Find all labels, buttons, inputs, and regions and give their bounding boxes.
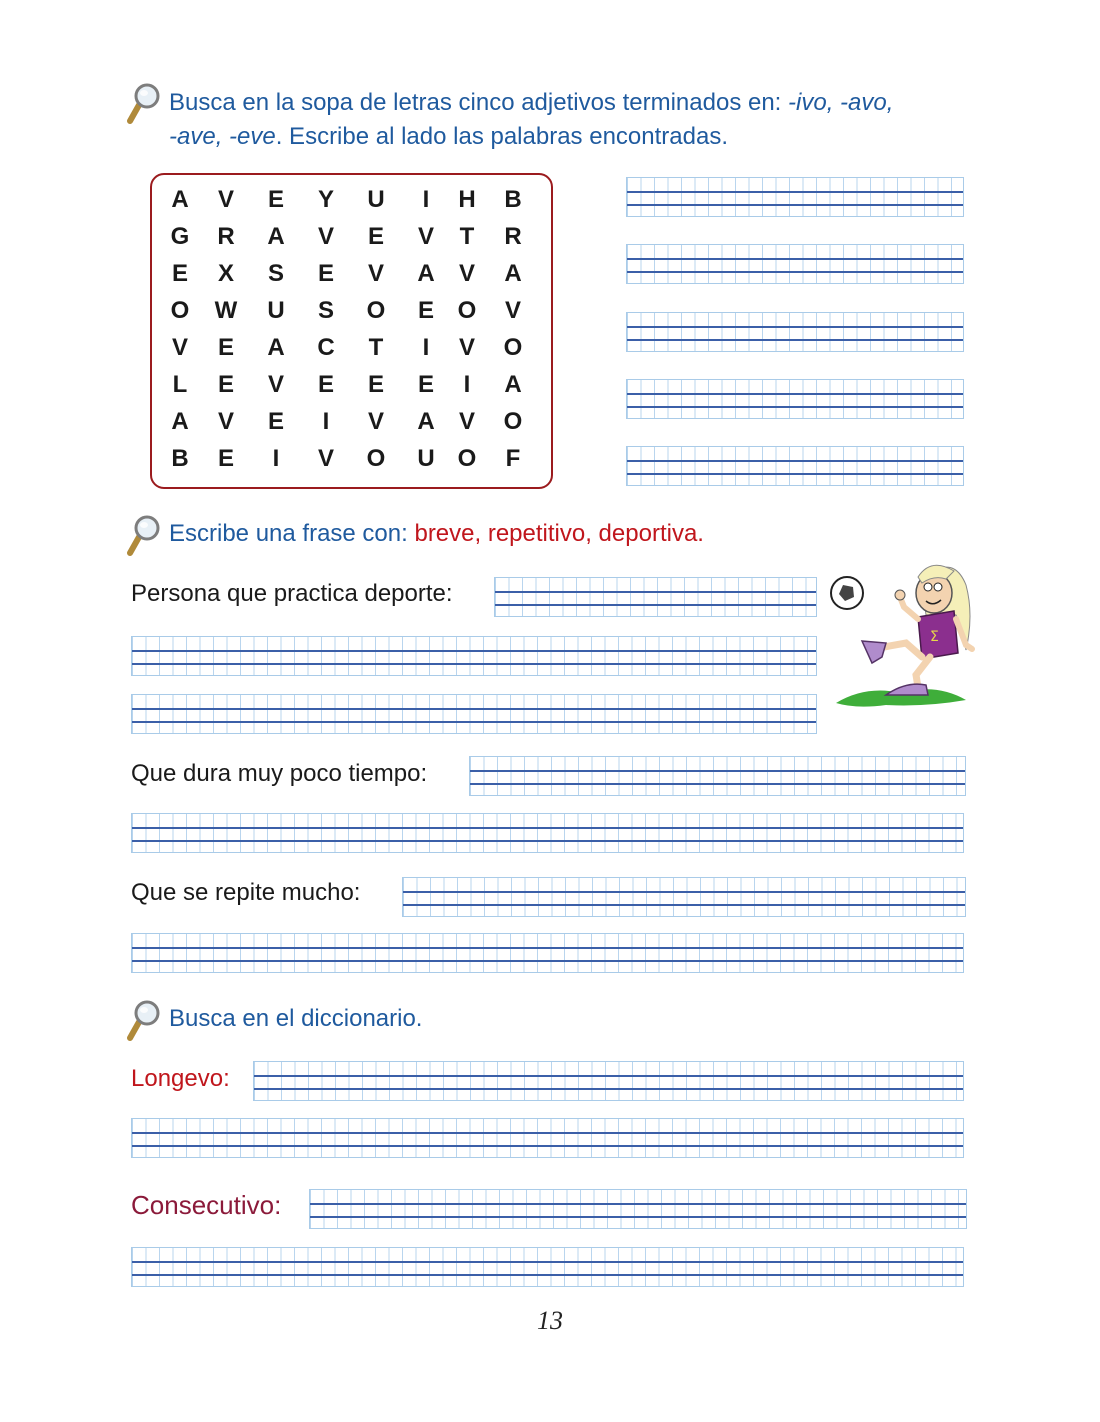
word-search-letter[interactable]: Y bbox=[317, 186, 334, 213]
instruction-text: . Escribe al lado las palabras encontradas. bbox=[275, 123, 728, 150]
word-search-letter[interactable]: O bbox=[366, 297, 386, 324]
word-search-letter[interactable]: X bbox=[217, 260, 234, 287]
writing-line[interactable] bbox=[131, 813, 964, 853]
word-search-letter[interactable]: T bbox=[459, 223, 475, 250]
word-search-letter[interactable]: U bbox=[267, 297, 285, 324]
writing-line[interactable] bbox=[494, 577, 817, 617]
suffixes-text: -ivo, -avo, bbox=[788, 89, 894, 116]
word-search-letter[interactable]: V bbox=[217, 186, 234, 213]
writing-line[interactable] bbox=[469, 756, 966, 796]
writing-line[interactable] bbox=[131, 694, 817, 734]
word-search-letter[interactable]: U bbox=[417, 445, 435, 472]
section1-instructions bbox=[169, 86, 989, 154]
word-search-letter[interactable]: V bbox=[217, 408, 234, 435]
suffixes-text: -ave, -eve bbox=[169, 123, 276, 150]
word-search-letter[interactable]: E bbox=[267, 186, 284, 213]
word-search-letter[interactable]: O bbox=[457, 297, 477, 324]
answer-writing-line[interactable] bbox=[626, 244, 964, 284]
word-search-letter[interactable]: W bbox=[214, 297, 238, 324]
answer-writing-line[interactable] bbox=[626, 379, 964, 419]
word-search-letter[interactable]: U bbox=[367, 186, 385, 213]
word-search-letter[interactable]: A bbox=[171, 186, 189, 213]
word-search-letter[interactable]: R bbox=[504, 223, 522, 250]
section3-title: Busca en el diccionario. bbox=[169, 1005, 423, 1032]
word-search-letter[interactable]: A bbox=[504, 371, 522, 398]
word-search-letter[interactable]: V bbox=[267, 371, 284, 398]
answer-writing-line[interactable] bbox=[626, 446, 964, 486]
target-words: breve, repetitivo, deportiva. bbox=[414, 520, 704, 547]
instruction-text: Busca en la sopa de letras cinco adjetivos terminados en: bbox=[169, 89, 789, 116]
word-search-letter[interactable]: E bbox=[367, 223, 384, 250]
writing-line[interactable] bbox=[131, 933, 964, 973]
word-search-letter[interactable]: O bbox=[366, 445, 386, 472]
term-label: Longevo: bbox=[131, 1065, 230, 1092]
word-search-letter[interactable]: V bbox=[458, 334, 475, 361]
answer-writing-line[interactable] bbox=[626, 177, 964, 217]
prompt-label: Persona que practica deporte: bbox=[131, 580, 453, 607]
magnifier-icon bbox=[127, 83, 161, 125]
word-search-letter[interactable]: T bbox=[368, 334, 384, 361]
magnifier-icon bbox=[127, 515, 161, 557]
word-search-letter[interactable]: R bbox=[217, 223, 235, 250]
page-number: 13 bbox=[537, 1306, 563, 1335]
word-search-letter[interactable]: E bbox=[367, 371, 384, 398]
prompt-label: Que dura muy poco tiempo: bbox=[131, 760, 428, 787]
word-search-letter[interactable]: C bbox=[317, 334, 335, 361]
word-search-letter[interactable]: O bbox=[503, 334, 523, 361]
word-search-letter[interactable]: O bbox=[170, 297, 190, 324]
term-label: Consecutivo: bbox=[131, 1190, 282, 1220]
word-search-letter[interactable]: S bbox=[267, 260, 284, 287]
magnifier-icon bbox=[127, 1000, 161, 1042]
word-search-letter[interactable]: F bbox=[505, 445, 521, 472]
word-search-letter[interactable]: V bbox=[367, 260, 384, 287]
writing-line[interactable] bbox=[253, 1061, 964, 1101]
word-search-letter[interactable]: B bbox=[171, 445, 189, 472]
word-search-letter[interactable]: I bbox=[272, 445, 280, 472]
word-search-letter[interactable]: E bbox=[317, 260, 334, 287]
word-search-letter[interactable]: I bbox=[422, 186, 430, 213]
word-search-letter[interactable]: A bbox=[417, 260, 435, 287]
word-search-letter[interactable]: V bbox=[504, 297, 521, 324]
word-search-letter[interactable]: L bbox=[172, 371, 188, 398]
word-search-letter[interactable]: A bbox=[267, 334, 285, 361]
word-search-letter[interactable]: I bbox=[422, 334, 430, 361]
answer-writing-line[interactable] bbox=[626, 312, 964, 352]
word-search-letter[interactable]: S bbox=[317, 297, 334, 324]
word-search-letter[interactable]: E bbox=[317, 371, 334, 398]
word-search-letter[interactable]: E bbox=[217, 445, 234, 472]
word-search-letter[interactable]: I bbox=[463, 371, 471, 398]
word-search-letter[interactable]: E bbox=[417, 371, 434, 398]
writing-line[interactable] bbox=[402, 877, 966, 917]
word-search-letter[interactable]: A bbox=[171, 408, 189, 435]
word-search-letter[interactable]: H bbox=[458, 186, 476, 213]
word-search-letter[interactable]: I bbox=[322, 408, 330, 435]
writing-line[interactable] bbox=[131, 1247, 964, 1287]
word-search-letter[interactable]: B bbox=[504, 186, 522, 213]
word-search-letter[interactable]: V bbox=[458, 408, 475, 435]
word-search-letter[interactable]: V bbox=[171, 334, 188, 361]
prompt-label: Que se repite mucho: bbox=[131, 879, 361, 906]
word-search-letter[interactable]: E bbox=[217, 334, 234, 361]
word-search-letter[interactable]: V bbox=[458, 260, 475, 287]
word-search-letter[interactable]: A bbox=[417, 408, 435, 435]
word-search-letter[interactable]: E bbox=[217, 371, 234, 398]
writing-line[interactable] bbox=[309, 1189, 967, 1229]
soccer-girl-illustration bbox=[826, 545, 976, 715]
word-search-letter[interactable]: A bbox=[267, 223, 285, 250]
word-search-letter[interactable]: E bbox=[417, 297, 434, 324]
section2-instructions bbox=[169, 517, 704, 551]
word-search-letter[interactable]: O bbox=[503, 408, 523, 435]
word-search-grid bbox=[150, 173, 553, 489]
word-search-letter[interactable]: V bbox=[417, 223, 434, 250]
word-search-letter[interactable]: A bbox=[504, 260, 522, 287]
word-search-letter[interactable]: G bbox=[170, 223, 190, 250]
writing-line[interactable] bbox=[131, 636, 817, 676]
word-search-letter[interactable]: V bbox=[317, 223, 334, 250]
word-search-letter[interactable]: V bbox=[367, 408, 384, 435]
word-search-letter[interactable]: E bbox=[171, 260, 188, 287]
instruction-text: Escribe una frase con: bbox=[169, 520, 415, 547]
word-search-letter[interactable]: V bbox=[317, 445, 334, 472]
word-search-letter[interactable]: E bbox=[267, 408, 284, 435]
word-search-letter[interactable]: O bbox=[457, 445, 477, 472]
writing-line[interactable] bbox=[131, 1118, 964, 1158]
svg-text:Σ: Σ bbox=[930, 629, 939, 645]
